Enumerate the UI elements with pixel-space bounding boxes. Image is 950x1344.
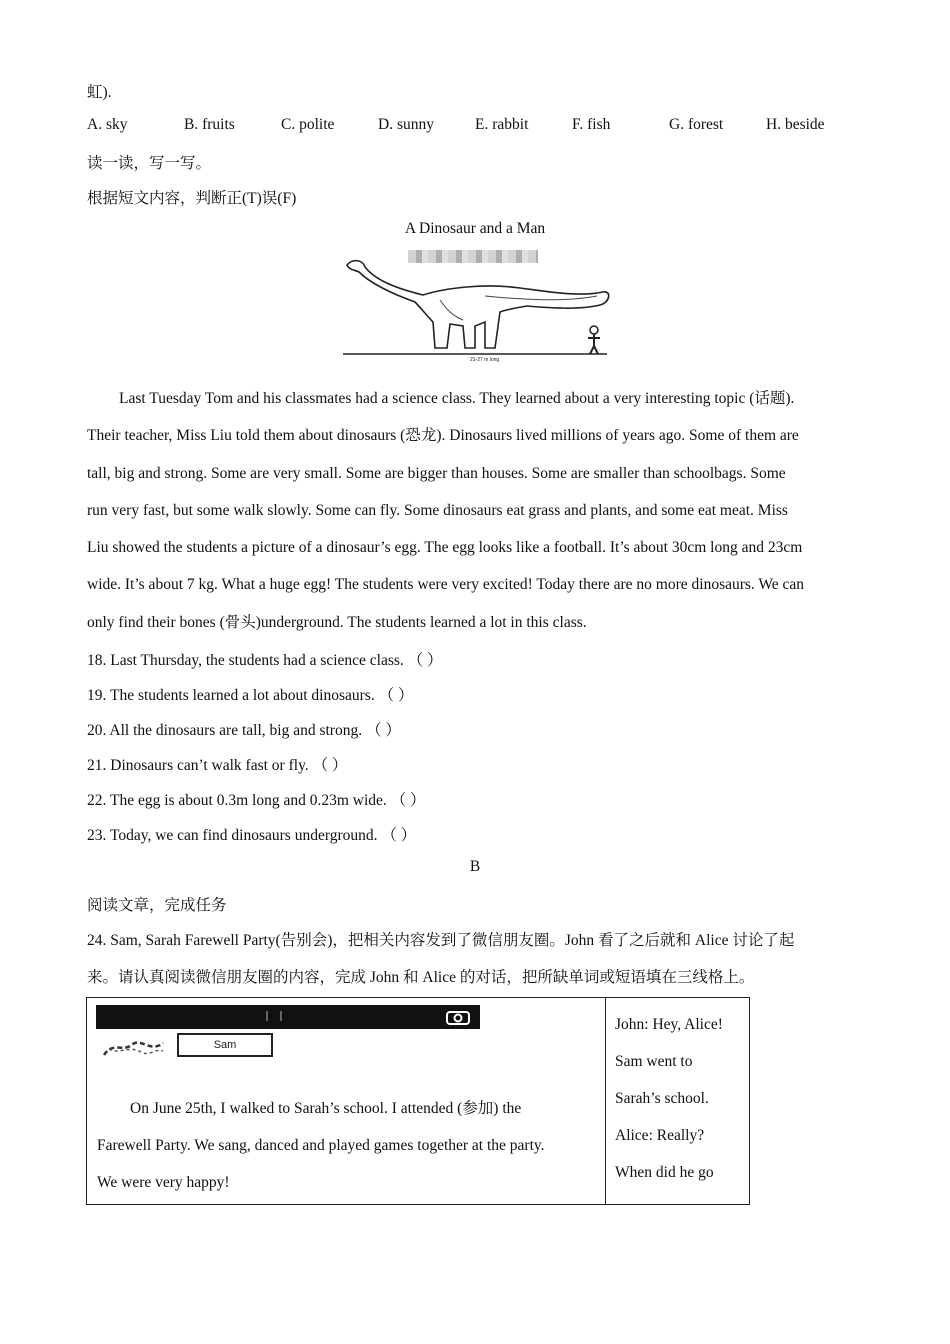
option-c: C. polite: [281, 116, 335, 133]
section-b-heading: B: [469, 858, 481, 875]
passage-title: A Dinosaur and a Man: [404, 220, 546, 237]
scale-label: 21-27 m long: [470, 357, 500, 363]
question-24-line-2: 来。请认真阅读微信朋友圈的内容，完成 John 和 Alice 的对话，把所缺单词或短语填在三线格上。: [87, 969, 755, 986]
moments-table: [86, 997, 750, 1205]
passage-line-1: Last Tuesday Tom and his classmates had a science class. They learned about a very interesting topic (话题).: [119, 390, 795, 407]
post-line-3: We were very happy!: [97, 1174, 230, 1191]
moments-post-text: [97, 1090, 597, 1201]
phone-status-bar: [96, 1005, 480, 1029]
dialogue-line-4: Alice: Really?: [615, 1127, 705, 1144]
question-18: 18. Last Thursday, the students had a science class. （ ）: [87, 652, 443, 669]
question-20: 20. All the dinosaurs are tall, big and strong. （ ）: [87, 722, 401, 739]
question-24-line-1: 24. Sam, Sarah Farewell Party(告别会)，把相关内容发到了微信朋友圈。John 看了之后就和 Alice 讨论了起: [87, 932, 795, 949]
camera-icon: [446, 1009, 470, 1025]
dinosaur-outline: [347, 261, 609, 348]
option-d: D. sunny: [378, 116, 434, 133]
user-name-box: Sam: [177, 1033, 273, 1057]
instruction-task: 阅读文章，完成任务: [87, 897, 227, 914]
option-h: H. beside: [766, 116, 825, 133]
dialogue-line-2: Sam went to: [615, 1053, 693, 1070]
avatar-icon: [101, 1035, 167, 1059]
dialogue-cell: [606, 998, 750, 1205]
moments-post-cell: [87, 998, 606, 1205]
post-line-1: On June 25th, I walked to Sarah’s school. I attended (参加) the: [130, 1100, 522, 1117]
option-e: E. rabbit: [475, 116, 529, 133]
passage: [87, 380, 867, 641]
question-21: 21. Dinosaurs can’t walk fast or fly. （ ）: [87, 757, 348, 774]
instruction-true-false: 根据短文内容，判断正(T)误(F): [87, 190, 297, 207]
passage-line-3: tall, big and strong. Some are very small. Some are bigger than houses. Some are smaller than schoolbags. Some: [87, 464, 786, 482]
dialogue: [615, 1006, 723, 1191]
option-b: B. fruits: [184, 116, 235, 133]
post-line-2: Farewell Party. We sang, danced and played games together at the party.: [97, 1137, 545, 1154]
option-a: A. sky: [87, 116, 128, 133]
man-figure: [588, 326, 600, 354]
dialogue-line-5: When did he go: [615, 1164, 714, 1181]
question-22: 22. The egg is about 0.3m long and 0.23m wide. （ ）: [87, 792, 426, 809]
passage-line-7: only find their bones (骨头)underground. The students learned a lot in this class.: [87, 613, 587, 631]
passage-line-6: wide. It’s about 7 kg. What a huge egg! The students were very excited! Today there are no more dinosaurs. We can: [87, 576, 805, 594]
top-fragment: 虹).: [87, 84, 112, 101]
passage-line-5: Liu showed the students a picture of a dinosaur’s egg. The egg looks like a football. It’s about 30cm long and 23cm: [87, 539, 803, 557]
question-23: 23. Today, we can find dinosaurs underground. （ ）: [87, 827, 417, 844]
section-heading-read-write: 读一读，写一写。: [87, 155, 212, 172]
passage-line-2: Their teacher, Miss Liu told them about dinosaurs (恐龙). Dinosaurs lived millions of years ago. Some of them are: [87, 427, 799, 445]
signal-icon: [266, 1011, 282, 1021]
question-19: 19. The students learned a lot about dinosaurs. （ ）: [87, 687, 414, 704]
dialogue-line-1: John: Hey, Alice!: [615, 1016, 723, 1033]
dinosaur-figure: [335, 250, 620, 365]
option-row: [87, 116, 867, 136]
option-g: G. forest: [669, 116, 724, 133]
dialogue-line-3: Sarah’s school.: [615, 1090, 709, 1107]
option-f: F. fish: [572, 116, 611, 133]
passage-line-4: run very fast, but some walk slowly. Some can fly. Some dinosaurs eat grass and plants, and some eat meat. Miss: [87, 501, 788, 519]
